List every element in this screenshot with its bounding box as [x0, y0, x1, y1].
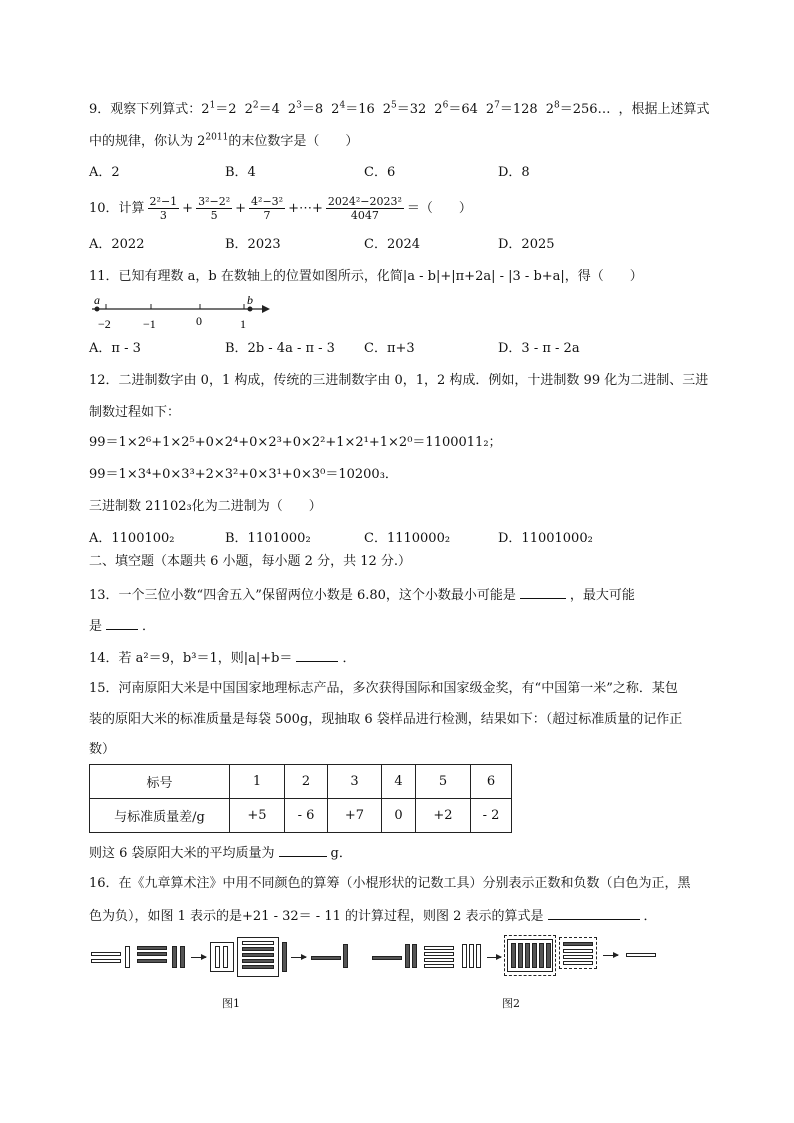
table-cell: 0 [382, 799, 416, 833]
q12-equation-1: 99＝1×2⁶+1×2⁵+0×2⁴+0×2³+0×2²+1×2¹+1×2⁰＝1100011₂； [89, 435, 502, 450]
q13-line2 [89, 616, 155, 636]
section-2-heading: 二、填空题（本题共 6 小题，每小题 2 分，共 12 分.） [89, 554, 412, 569]
q14-text-a: 14．若 a²＝9，b³＝1，则|a|+b＝ [89, 651, 293, 666]
rod-white [91, 952, 121, 956]
q12-line5: 三进制数 21102₃化为二进制为（ ） [89, 499, 322, 514]
table-header-diff: 与标准质量差/g [90, 799, 230, 833]
q9-power-2 [245, 102, 280, 117]
q10-frac-4-den: 4047 [350, 209, 379, 222]
q9-option-a[interactable]: A．2 [89, 165, 120, 180]
rod-white [91, 959, 121, 963]
rod-black [546, 943, 551, 968]
q14-line [89, 648, 355, 668]
q9-power-base: 2 [201, 102, 210, 117]
q9-option-d[interactable]: D．8 [498, 165, 530, 180]
q9-power-exponent: 5 [391, 100, 397, 111]
q16-blank[interactable] [548, 906, 640, 920]
q15-line3: 数） [89, 742, 116, 757]
axis-label-neg2: −2 [98, 317, 111, 331]
rod-black [137, 952, 167, 956]
table-cell: - 6 [285, 799, 328, 833]
q9-power-exponent: 2 [252, 100, 259, 111]
q10-frac-1-den: 3 [159, 209, 167, 222]
axis-label-1: 1 [240, 317, 246, 331]
rod-black [539, 943, 544, 968]
axis-label-neg1: −1 [143, 317, 156, 331]
q10-frac-2-num: 3²−2² [198, 195, 231, 208]
q15-line1: 15．河南原阳大米是中国国家地理标志产品，多次获得国际和国家级金奖，有“中国第一米”之称．某包 [89, 681, 678, 696]
q15-after-b: g． [330, 846, 352, 861]
rod-black [242, 947, 274, 951]
q9-option-b[interactable]: B．4 [225, 165, 256, 180]
q9-power-base: 2 [287, 102, 297, 117]
q10-frac-4 [326, 195, 404, 222]
q9-power-base: 2 [485, 102, 495, 117]
q12-option-b[interactable]: B．1101000₂ [225, 531, 311, 546]
rod-black [343, 944, 348, 968]
q10-prefix: 10．计算 [89, 201, 145, 216]
figure-1-caption: 图1 [222, 997, 240, 1010]
q9-power-value: ＝8 [301, 102, 324, 117]
rod-black [311, 956, 341, 960]
q14-blank[interactable] [296, 648, 338, 662]
q10-frac-1-num: 2²−1 [149, 195, 178, 208]
table-cell: +5 [230, 799, 285, 833]
q9-power-base: 2 [545, 102, 554, 117]
q9-line2-end: 的末位数字是（ ） [228, 134, 359, 149]
rod-white [462, 944, 467, 968]
rod-black [511, 943, 516, 968]
q15-sample-table [89, 764, 512, 833]
q15-after [89, 843, 352, 863]
arrow-icon [603, 955, 618, 956]
q10-frac-2-den: 5 [210, 209, 218, 222]
q13-text-b: ，最大可能 [569, 588, 635, 603]
table-cell: 2 [285, 765, 328, 799]
point-b-label: b [247, 294, 253, 307]
q13-blank-max[interactable] [106, 616, 138, 630]
q10-option-c[interactable]: C．2024 [364, 237, 421, 252]
rod-black [518, 943, 523, 968]
q10-option-b[interactable]: B．2023 [225, 237, 281, 252]
rod-white [242, 941, 274, 945]
q9-power-exponent: 4 [339, 100, 346, 111]
q9-power-base: 2 [244, 102, 253, 117]
point-b [248, 307, 253, 312]
rod-black [282, 942, 287, 972]
q10-frac-3-den: 7 [263, 209, 271, 222]
q12-line1: 12．二进制数字由 0，1 构成，传统的三进制数字由 0，1，2 构成．例如，十进制数 99 化为二进制、三进 [89, 373, 709, 388]
q10-plus-1: + [182, 201, 194, 216]
rod-black [242, 959, 274, 963]
table-cell: +7 [328, 799, 382, 833]
q10-frac-3-num: 4²−3² [251, 195, 284, 208]
rod-black [525, 943, 530, 968]
q13-text-d: ． [142, 619, 156, 634]
q9-power-exponent: 3 [296, 100, 302, 111]
rod-black [372, 956, 402, 960]
q9-power-value: ＝4 [258, 102, 280, 117]
q16-line2-b: ． [643, 909, 657, 924]
q10-frac-1 [148, 195, 180, 222]
q9-line2-start: 中的规律，你认为 2 [89, 134, 206, 149]
table-row [90, 799, 512, 833]
q9-power-6 [434, 102, 478, 117]
q9-power-5 [383, 102, 427, 117]
q9-power-value: ＝256… [559, 102, 611, 117]
q9-power-8 [546, 102, 611, 117]
q12-equation-2: 99＝1×3⁴+0×3³+2×3²+0×3¹+0×3⁰＝10200₃． [89, 467, 398, 482]
q9-power-value: ＝16 [345, 102, 375, 117]
q10-plus-2: + [235, 201, 247, 216]
rod-black [563, 942, 593, 946]
q12-option-c[interactable]: C．1110000₂ [364, 531, 451, 546]
q10-frac-3 [249, 195, 285, 222]
rod-white [424, 964, 454, 968]
q9-power-exponent: 7 [494, 100, 500, 111]
table-header-id: 标号 [90, 765, 230, 799]
q9-line1 [89, 101, 710, 119]
point-a [95, 307, 100, 312]
table-cell: 6 [471, 765, 512, 799]
arrow-icon [291, 957, 306, 958]
rod-white [563, 955, 593, 959]
rod-white [424, 946, 454, 950]
rod-white [424, 952, 454, 956]
table-cell: 4 [382, 765, 416, 799]
q11-number-line [88, 294, 278, 334]
q9-exponent: 2011 [205, 132, 229, 143]
q12-option-a[interactable]: A．1100100₂ [89, 531, 175, 546]
q10-option-d[interactable]: D．2025 [498, 237, 555, 252]
table-cell: 1 [230, 765, 285, 799]
q10-option-a[interactable]: A．2022 [89, 237, 145, 252]
rod-white [469, 944, 474, 968]
rod-white [125, 946, 130, 968]
q9-power-base: 2 [382, 102, 392, 117]
rod-white [563, 949, 593, 953]
q9-power-value: ＝2 [215, 102, 237, 117]
table-cell: 3 [328, 765, 382, 799]
q10-line [89, 194, 472, 224]
q13-line1 [89, 585, 635, 605]
q10-frac-4-num: 2024²−2023² [327, 195, 402, 208]
q15-blank[interactable] [279, 843, 327, 857]
q12-option-d[interactable]: D．11001000₂ [498, 531, 593, 546]
q15-line2: 装的原阳大米的标准质量是每袋 500g，现抽取 6 袋样品进行检测，结果如下：（超过标准质量的记作正 [89, 712, 683, 727]
q10-dots: +⋯+ [288, 201, 323, 216]
q9-power-value: ＝64 [448, 102, 478, 117]
rod-group-frame [210, 942, 234, 972]
q9-intro: 9．观察下列算式： [89, 102, 202, 117]
figure-2-caption: 图2 [502, 997, 520, 1010]
rod-black [180, 946, 185, 968]
rod-black [242, 953, 274, 957]
q10-frac-2 [196, 195, 232, 222]
q11-option-c[interactable]: C．π+3 [364, 341, 415, 356]
rod-white [626, 953, 656, 957]
rod-black [405, 944, 410, 968]
q9-power-1 [201, 102, 236, 117]
q11-option-b[interactable]: B．2b - 4a - π - 3 [225, 341, 335, 356]
q16-line2-a: 色为负），如图 1 表示的是+21 - 32＝ - 11 的计算过程，则图 2 表示的算式是 [89, 909, 544, 924]
arrow-icon [487, 957, 501, 958]
q11-option-a[interactable]: A．π - 3 [89, 341, 141, 356]
table-cell: 5 [416, 765, 471, 799]
rod-black [137, 959, 167, 963]
axis-label-0: 0 [196, 314, 202, 328]
q9-powers [201, 102, 618, 117]
arrow-icon [191, 957, 206, 958]
rod-black [172, 946, 177, 968]
q9-power-3 [288, 102, 323, 117]
q16-line1: 16．在《九章算术注》中用不同颜色的算筹（小棍形状的记数工具）分别表示正数和负数（白色为正，黑 [89, 876, 691, 891]
q10-suffix: ＝（ ） [406, 201, 472, 216]
q9-power-7 [486, 102, 538, 117]
q9-power-value: ＝32 [396, 102, 427, 117]
q9-option-c[interactable]: C．6 [364, 165, 396, 180]
table-cell: - 2 [471, 799, 512, 833]
q12-line2: 制数过程如下： [89, 405, 181, 420]
q11-option-d[interactable]: D．3 - π - 2a [498, 341, 580, 356]
q9-power-exponent: 6 [442, 100, 449, 111]
table-cell: +2 [416, 799, 471, 833]
point-a-label: a [94, 294, 100, 307]
q11-text: 11．已知有理数 a，b 在数轴上的位置如图所示，化简|a - b|+|π+2a| - |3 - b+a|，得（ ） [89, 269, 643, 284]
q13-text-c: 是 [89, 619, 103, 634]
q9-power-4 [331, 102, 375, 117]
number-line-arrow [262, 305, 270, 313]
q13-blank-min[interactable] [520, 585, 566, 599]
q14-text-b: ． [342, 651, 356, 666]
q16-line2 [89, 906, 657, 926]
q15-after-a: 则这 6 袋原阳大米的平均质量为 [89, 846, 275, 861]
rod-black [412, 944, 417, 968]
q9-line1-tail: ，根据上述算式 [618, 102, 710, 117]
q9-power-base: 2 [331, 102, 340, 117]
rod-white [476, 944, 481, 968]
rod-white [563, 961, 593, 965]
q9-power-exponent: 1 [209, 100, 216, 111]
rod-white [215, 946, 220, 968]
q9-power-exponent: 8 [553, 100, 560, 111]
rod-black [137, 946, 167, 950]
q9-line2 [89, 133, 358, 151]
q9-power-base: 2 [434, 102, 443, 117]
rod-white [424, 958, 454, 962]
rod-black [242, 965, 274, 969]
table-row [90, 765, 512, 799]
q13-text-a: 13．一个三位小数“四舍五入”保留两位小数是 6.80，这个小数最小可能是 [89, 588, 516, 603]
q9-power-value: ＝128 [499, 102, 538, 117]
rod-white [223, 946, 228, 968]
rod-black [532, 943, 537, 968]
